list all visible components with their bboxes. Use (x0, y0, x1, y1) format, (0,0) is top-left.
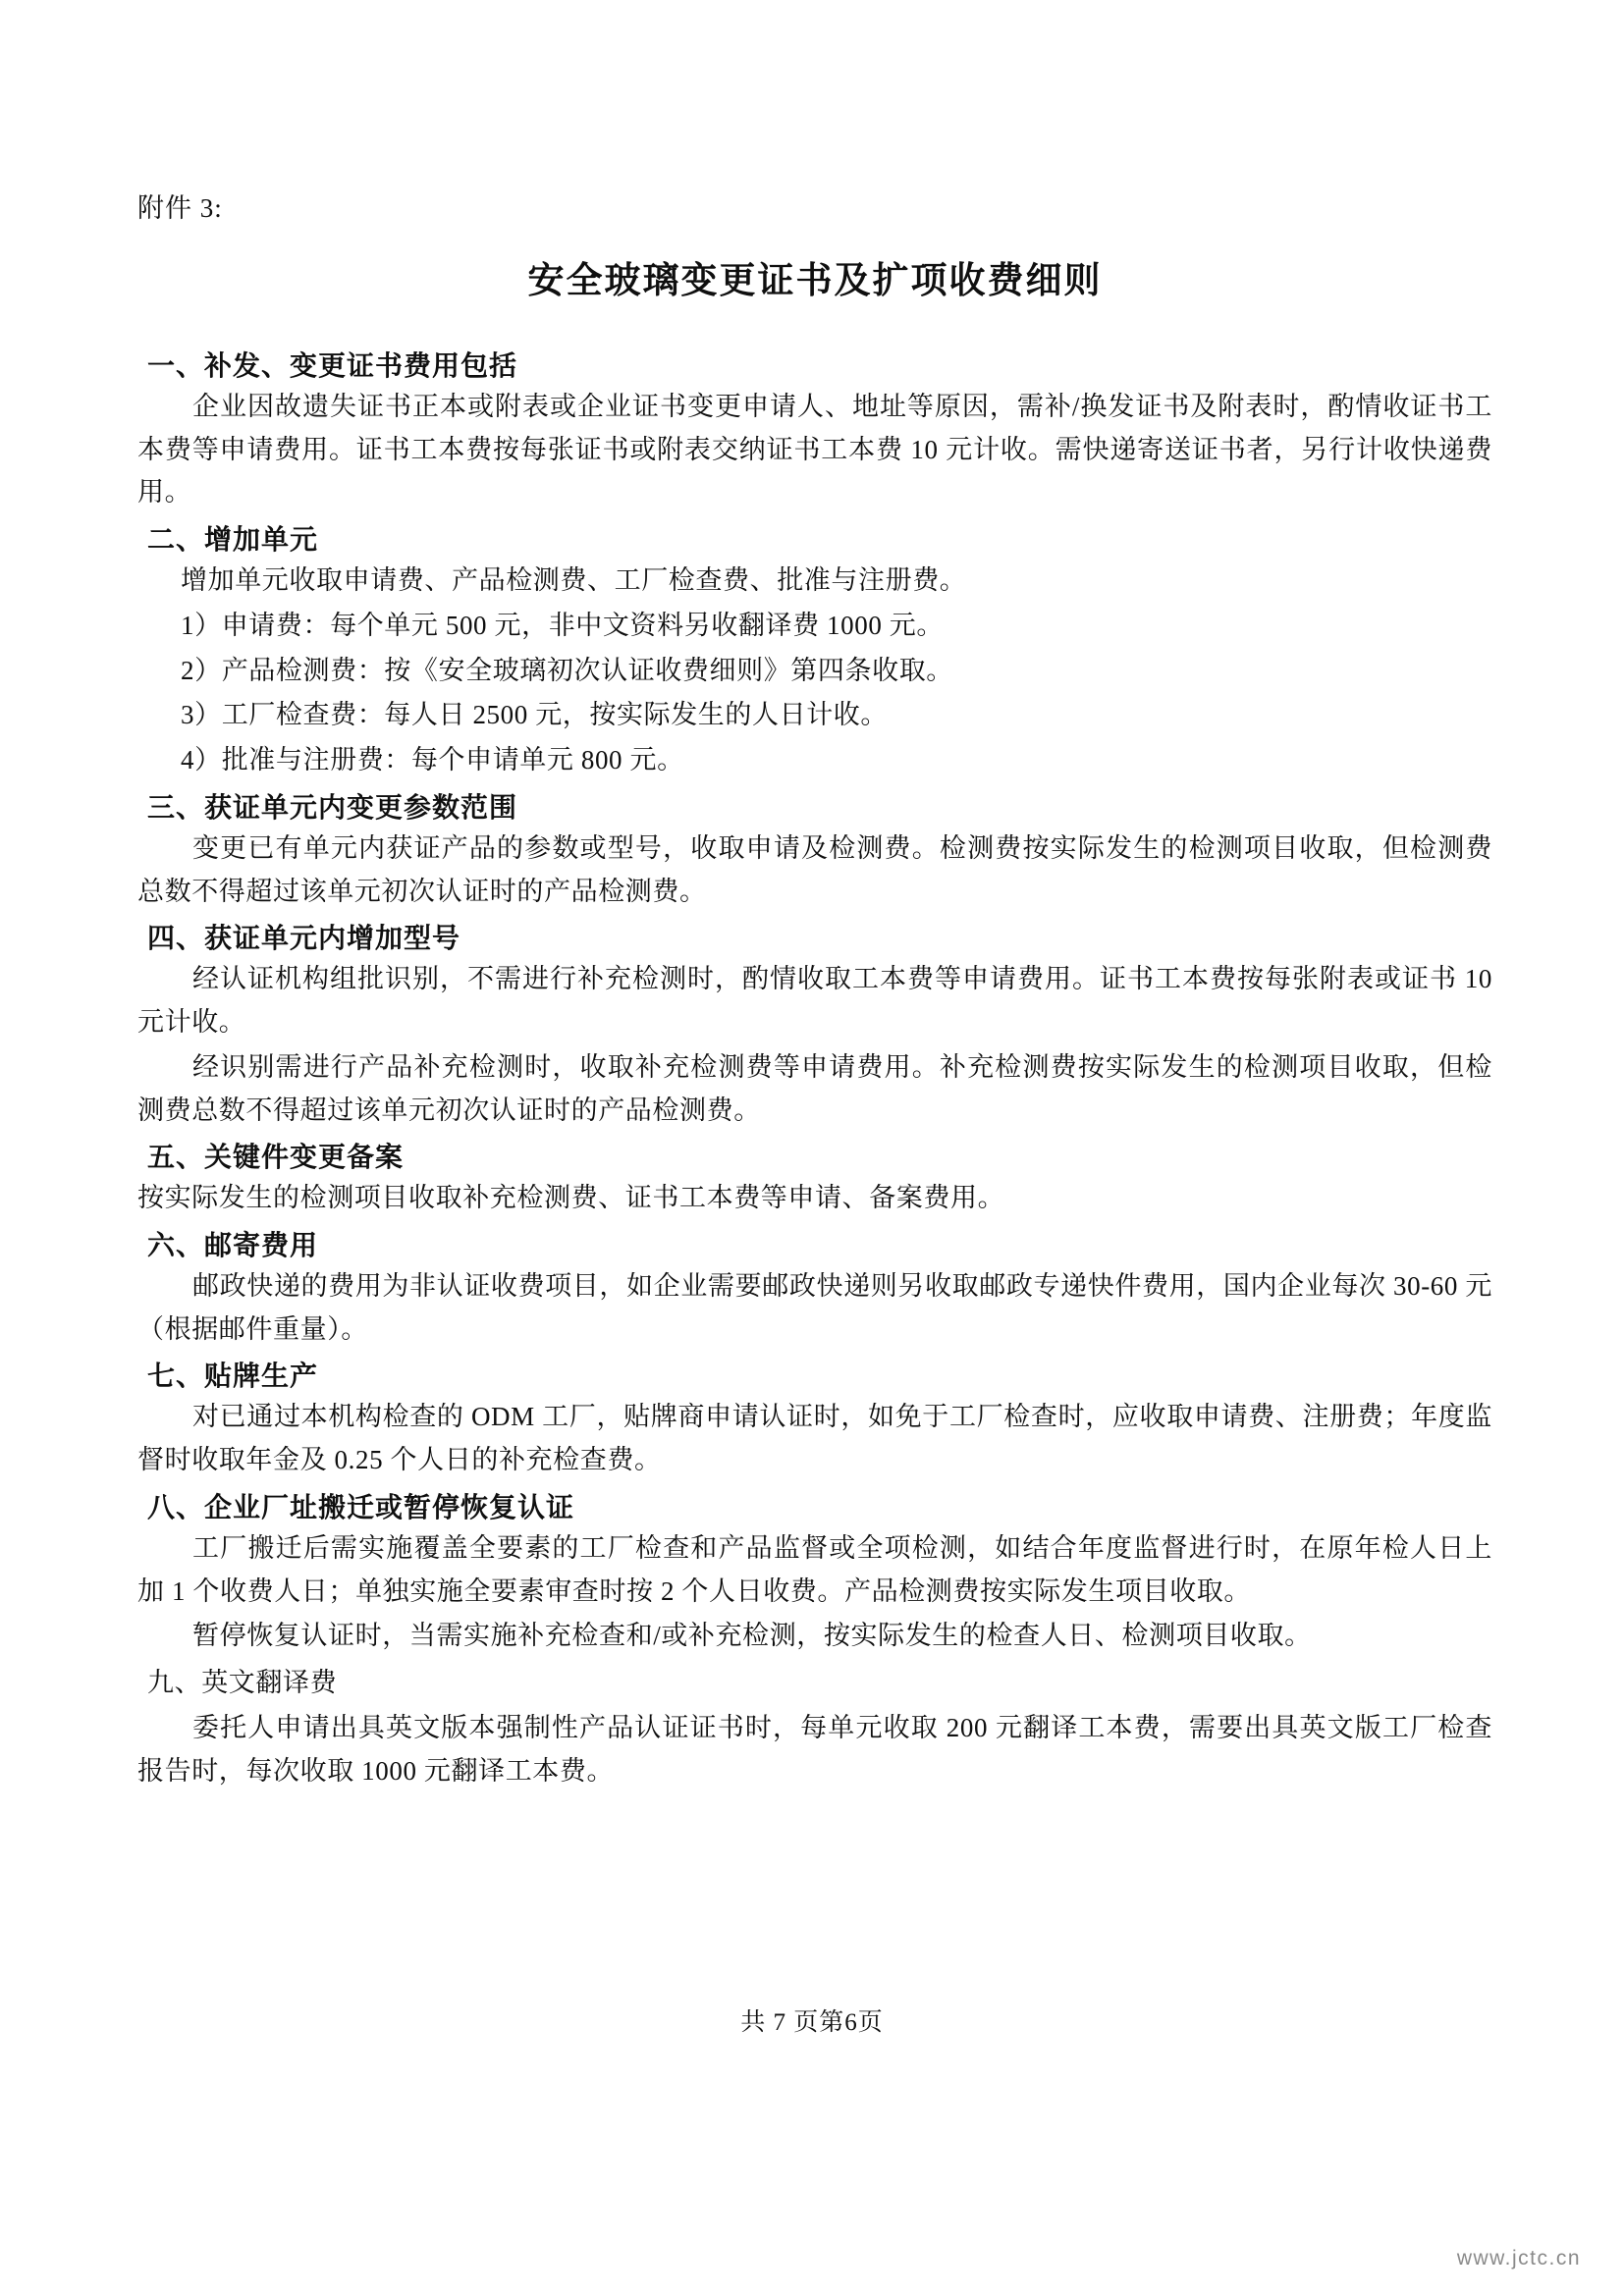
section-list-item: 1）申请费：每个单元 500 元，非中文资料另收翻译费 1000 元。 (181, 610, 944, 640)
attachment-label: 附件 3: (137, 193, 223, 223)
section-3 (137, 786, 1492, 913)
section-paragraph: 邮政快递的费用为非认证收费项目，如企业需要邮政快递则另收取邮政专递快件费用，国内企业每次 30-60 元（根据邮件重量）。 (137, 1271, 1492, 1344)
section-paragraph: 经识别需进行产品补充检测时，收取补充检测费等申请费用。补充检测费按实际发生的检测项目收取，但检测费总数不得超过该单元初次认证时的产品检测费。 (137, 1051, 1492, 1125)
section-heading: 五、关键件变更备案 (147, 1141, 405, 1174)
section-paragraph: 企业因故遗失证书正本或附表或企业证书变更申请人、地址等原因，需补/换发证书及附表时，酌情收证书工本费等申请费用。证书工本费按每张证书或附表交纳证书工本费 10 元计收。需快递寄送证书者，另行计收快递费用。 (137, 392, 1492, 507)
watermark: www.jctc.cn (1456, 2247, 1581, 2269)
section-heading: 九、英文翻译费 (147, 1668, 338, 1698)
page-footer: 共 7 页第6页 (740, 2009, 884, 2036)
section-heading: 三、获证单元内变更参数范围 (147, 790, 518, 824)
section-heading: 一、补发、变更证书费用包括 (147, 349, 518, 382)
document-body (137, 187, 1492, 1796)
section-heading: 七、贴牌生产 (147, 1360, 319, 1393)
page-title: 安全玻璃变更证书及扩项收费细则 (527, 259, 1103, 301)
section-5 (137, 1136, 1492, 1220)
section-list-item: 3）工厂检查费：每人日 2500 元，按实际发生的人日计收。 (181, 700, 888, 730)
section-4 (137, 917, 1492, 1132)
section-paragraph: 委托人申请出具英文版本强制性产品认证证书时，每单元收取 200 元翻译工本费，需要出具英文版工厂检查报告时，每次收取 1000 元翻译工本费。 (137, 1712, 1492, 1786)
section-8 (137, 1486, 1492, 1658)
section-paragraph: 经认证机构组批识别，不需进行补充检测时，酌情收取工本费等申请费用。证书工本费按每张附表或证书 10 元计收。 (137, 964, 1492, 1038)
section-paragraph: 暂停恢复认证时，当需实施补充检查和/或补充检测，按实际发生的检查人日、检测项目收取。 (192, 1621, 1312, 1651)
section-6 (137, 1224, 1492, 1351)
section-9 (137, 1662, 1492, 1792)
section-paragraph: 变更已有单元内获证产品的参数或型号，收取申请及检测费。检测费按实际发生的检测项目收取，但检测费总数不得超过该单元初次认证时的产品检测费。 (137, 832, 1492, 906)
section-heading: 八、企业厂址搬迁或暂停恢复认证 (147, 1490, 575, 1523)
section-heading: 四、获证单元内增加型号 (147, 922, 461, 955)
section-1 (137, 345, 1492, 514)
section-2 (137, 518, 1492, 782)
section-paragraph: 按实际发生的检测项目收取补充检测费、证书工本费等申请、备案费用。 (137, 1183, 1005, 1213)
section-heading: 二、增加单元 (147, 523, 319, 557)
section-heading: 六、邮寄费用 (147, 1229, 319, 1262)
section-paragraph: 工厂搬迁后需实施覆盖全要素的工厂检查和产品监督或全项检测，如结合年度监督进行时，在原年检人日上加 1 个收费人日；单独实施全要素审查时按 2 个人日收费。产品检测费按实际发生项目收取。 (137, 1532, 1492, 1606)
section-paragraph: 增加单元收取申请费、产品检测费、工厂检查费、批准与注册费。 (181, 565, 967, 596)
section-paragraph: 对已通过本机构检查的 ODM 工厂，贴牌商申请认证时，如免于工厂检查时，应收取申请费、注册费；年度监督时收取年金及 0.25 个人日的补充检查费。 (137, 1402, 1492, 1475)
section-list-item: 4）批准与注册费：每个申请单元 800 元。 (181, 745, 684, 775)
section-7 (137, 1355, 1492, 1481)
section-list-item: 2）产品检测费：按《安全玻璃初次认证收费细则》第四条收取。 (181, 655, 953, 685)
